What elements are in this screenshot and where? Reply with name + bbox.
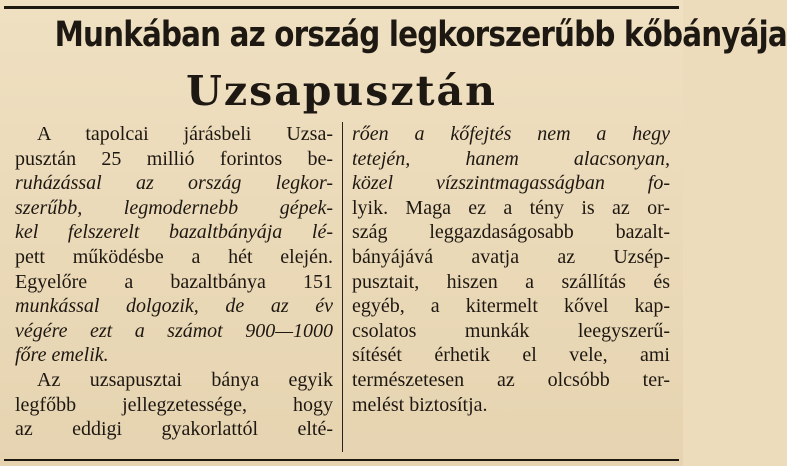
text-line: rően a kőfejtés nem a hegy xyxy=(352,123,670,145)
text-line: főre emelik. xyxy=(15,344,109,367)
text-line: természetesen az olcsóbb ter- xyxy=(352,368,670,391)
text-line: munkással dolgozik, de az év xyxy=(15,295,333,318)
text-line: közel vízszintmagasságban fo- xyxy=(352,172,670,195)
text-line: melést biztosítja. xyxy=(352,393,488,416)
text-line: ruházással az ország legkor- xyxy=(15,172,333,195)
text-line: Egyelőre a bazaltbánya 151 xyxy=(15,270,333,293)
article-column-right xyxy=(352,122,670,417)
text-line: bányájává avatja az Uzsép- xyxy=(352,245,670,268)
text-line: lyik. Maga ez a tény is az or- xyxy=(352,196,670,219)
text-line: sítését érhetik el vele, ami xyxy=(352,344,670,367)
text-line: szág leggazdaságosabb bazalt- xyxy=(352,221,670,244)
text-line: kel felszerelt bazaltbányája lé- xyxy=(15,221,333,244)
subheadline: Uzsapusztán xyxy=(186,67,497,115)
headline: Munkában az ország legkorszerűbb kőbányája xyxy=(54,15,787,55)
text-line: pusztán 25 millió forintos be- xyxy=(15,147,333,170)
text-line: csolatos munkák leegyszerű- xyxy=(352,319,670,342)
text-line: végére ezt a számot 900—1000 xyxy=(15,319,333,342)
text-line: pett működésbe a hét elején. xyxy=(15,245,333,268)
text-line: az eddigi gyakorlattól elté- xyxy=(15,418,333,441)
text-line: legfőbb jellegzetessége, hogy xyxy=(15,393,333,416)
text-line: egyéb, a kitermelt kővel kap- xyxy=(352,295,670,318)
text-line: pusztait, hiszen a szállítás és xyxy=(352,270,670,293)
text-line: A tapolcai járásbeli Uzsa- xyxy=(37,123,333,145)
article-column-left xyxy=(15,122,333,442)
bottom-rule xyxy=(4,459,679,461)
text-line: szerűbb, legmodernebb gépek- xyxy=(15,196,333,219)
text-line: tetején, hanem alacsonyan, xyxy=(352,147,670,170)
text-line: Az uzsapusztai bánya egyik xyxy=(37,368,333,391)
column-divider xyxy=(342,122,343,452)
top-rule xyxy=(4,6,679,9)
